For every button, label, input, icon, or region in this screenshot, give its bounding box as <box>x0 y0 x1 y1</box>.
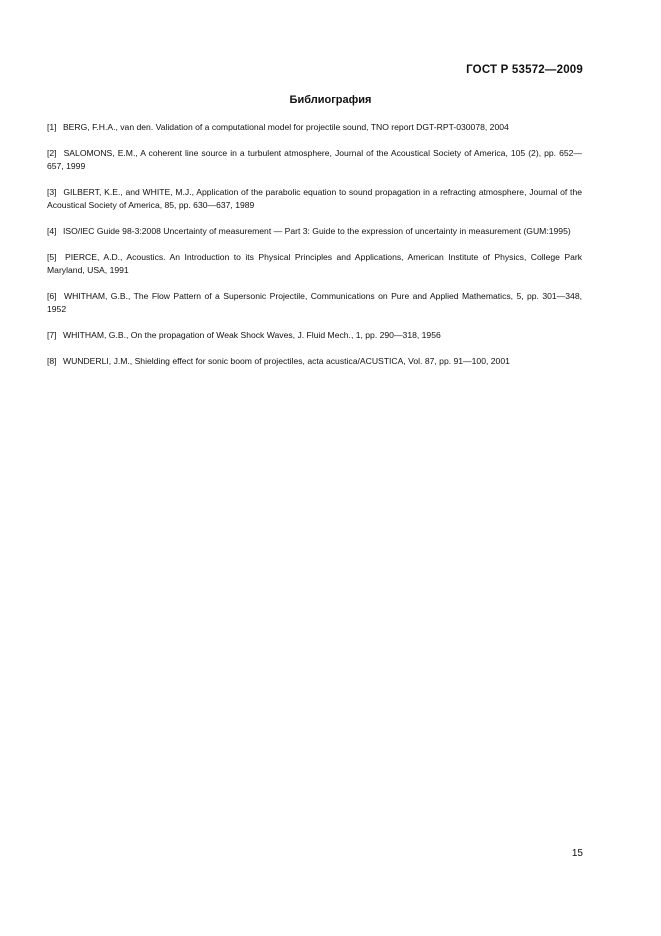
reference-item <box>47 251 582 277</box>
reference-item <box>47 121 582 134</box>
reference-item <box>47 225 582 238</box>
reference-text: BERG, F.H.A., van den. Validation of a computational model for projectile sound, TNO report DGT-RPT-030078, 2004 <box>62 122 509 132</box>
reference-number: [7] <box>47 330 57 340</box>
reference-text: WUNDERLI, J.M., Shielding effect for sonic boom of projectiles, acta acustica/ACUSTICA, Vol. 87, pp. 91—100, 2001 <box>62 356 510 366</box>
reference-text: PIERCE, A.D., Acoustics. An Introduction to its Physical Principles and Applications, American Institute of Physics, College Park Maryland, USA, 1991 <box>47 252 583 275</box>
reference-number: [8] <box>47 356 57 366</box>
document-code: ГОСТ Р 53572—2009 <box>466 64 583 76</box>
reference-item <box>47 290 582 316</box>
bibliography-heading: Библиография <box>289 94 372 106</box>
reference-text: WHITHAM, G.B., The Flow Pattern of a Supersonic Projectile, Communications on Pure and Applied Mathematics, 5, pp. 301—348, 1952 <box>47 291 583 314</box>
reference-item <box>47 147 582 173</box>
reference-number: [1] <box>47 122 57 132</box>
reference-text: ISO/IEC Guide 98-3:2008 Uncertainty of measurement — Part 3: Guide to the expression of uncertainty in measurement (GUM:1995) <box>62 226 571 236</box>
reference-text: WHITHAM, G.B., On the propagation of Weak Shock Waves, J. Fluid Mech., 1, pp. 290—318, 1956 <box>62 330 441 340</box>
reference-number: [4] <box>47 226 57 236</box>
reference-item <box>47 355 582 368</box>
reference-text: SALOMONS, E.M., A coherent line source in a turbulent atmosphere, Journal of the Acoustical Society of America, 105 (2), pp. 652—657, 1999 <box>47 148 582 171</box>
reference-item <box>47 186 582 212</box>
reference-text: GILBERT, K.E., and WHITE, M.J., Application of the parabolic equation to sound propagation in a refracting atmosphere, Journal of the Acoustical Society of America, 85, pp. 630—637, 1989 <box>47 187 583 210</box>
reference-item <box>47 329 582 342</box>
reference-number: [3] <box>47 187 57 197</box>
reference-number: [6] <box>47 291 57 301</box>
page-number: 15 <box>571 848 583 859</box>
reference-list <box>47 121 582 381</box>
reference-number: [2] <box>47 148 57 158</box>
reference-number: [5] <box>47 252 57 262</box>
